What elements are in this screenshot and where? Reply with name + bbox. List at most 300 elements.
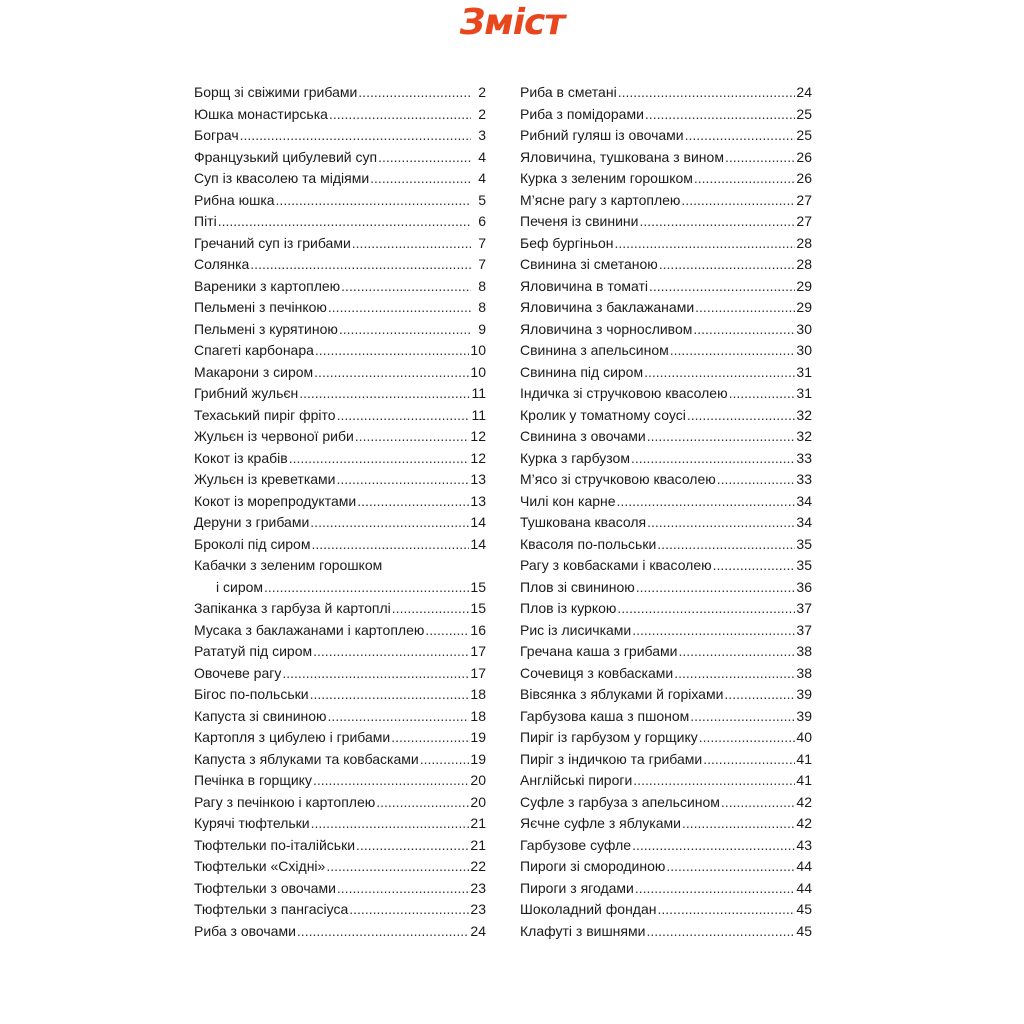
toc-entry-page: 13 bbox=[470, 471, 486, 487]
dot-leader bbox=[315, 340, 470, 362]
toc-entry bbox=[194, 813, 486, 835]
toc-entry-page: 42 bbox=[796, 793, 812, 810]
toc-entry bbox=[194, 727, 486, 749]
dot-leader bbox=[632, 835, 795, 857]
dot-leader bbox=[647, 426, 796, 448]
dot-leader bbox=[341, 276, 471, 298]
toc-entry bbox=[194, 297, 486, 319]
toc-entry bbox=[194, 405, 486, 427]
toc-entry bbox=[520, 684, 812, 706]
dot-leader bbox=[721, 792, 796, 814]
toc-entry-title: Квасоля по-польськи bbox=[520, 535, 657, 552]
toc-entry-title: Гречаний суп із грибами bbox=[194, 234, 351, 251]
toc-entry-title: Риба з овочами bbox=[194, 922, 296, 939]
toc-entry-title: Суфле з гарбуза з апельсином bbox=[520, 793, 720, 810]
toc-entry-title: Грибний жульєн bbox=[194, 385, 299, 401]
toc-entry-page: 21 bbox=[470, 815, 486, 831]
dot-leader bbox=[636, 577, 796, 599]
toc-entry-title: Риба в сметані bbox=[520, 84, 617, 100]
dot-leader bbox=[713, 555, 796, 577]
toc-entry-page: 10 bbox=[470, 363, 486, 380]
toc-entry-title: Яловичина в томаті bbox=[520, 277, 648, 294]
toc-entry-page: 31 bbox=[796, 363, 812, 380]
toc-entry bbox=[520, 749, 812, 771]
toc-entry-title: Яловичина з баклажанами bbox=[520, 299, 695, 315]
toc-entry bbox=[520, 190, 812, 212]
dot-leader bbox=[276, 190, 471, 212]
toc-entry-page: 35 bbox=[796, 557, 812, 573]
toc-right-column bbox=[520, 82, 812, 942]
toc-entry-page: 43 bbox=[796, 836, 812, 853]
toc-entry-title: Борщ зі свіжими грибами bbox=[194, 84, 358, 100]
toc-entry bbox=[194, 792, 486, 814]
dot-leader bbox=[391, 727, 469, 749]
toc-entry-title: Техаський пиріг фріто bbox=[194, 406, 336, 423]
toc-entry-page: 25 bbox=[796, 105, 812, 122]
toc-entry bbox=[520, 813, 812, 835]
toc-entry-page: 16 bbox=[470, 621, 486, 638]
toc-entry bbox=[194, 340, 486, 362]
toc-entry bbox=[520, 469, 812, 491]
dot-leader bbox=[376, 792, 469, 814]
dot-leader bbox=[687, 405, 796, 427]
toc-entry bbox=[520, 383, 812, 405]
toc-entry-page: 4 bbox=[478, 148, 486, 165]
toc-entry-page: 11 bbox=[471, 385, 486, 401]
toc-entry bbox=[194, 82, 486, 104]
toc-entry-title: Вареники з картоплею bbox=[194, 277, 341, 294]
toc-entry bbox=[194, 878, 486, 900]
toc-entry-page: 25 bbox=[796, 127, 812, 143]
dot-leader bbox=[311, 813, 470, 835]
toc-entry bbox=[194, 104, 486, 126]
toc-entry bbox=[194, 383, 486, 405]
toc-entry-title: Деруни з грибами bbox=[194, 514, 310, 530]
toc-entry-page: 12 bbox=[470, 449, 486, 466]
toc-entry-title: Тюфтельки по-італійськи bbox=[194, 836, 356, 853]
dot-leader bbox=[674, 663, 795, 685]
dot-leader bbox=[658, 899, 796, 921]
toc-entry-title: Курячі тюфтельки bbox=[194, 815, 310, 831]
toc-entry-title: Мусака з баклажанами і картоплею bbox=[194, 621, 425, 638]
dot-leader bbox=[682, 813, 795, 835]
dot-leader bbox=[314, 362, 469, 384]
toc-entry-title: Англійські пироги bbox=[520, 772, 633, 788]
dot-leader bbox=[617, 598, 795, 620]
toc-entry bbox=[194, 276, 486, 298]
toc-entry bbox=[194, 319, 486, 341]
toc-entry-title: Пельмені з курятиною bbox=[194, 320, 338, 337]
toc-entry-title: Риба з помідорами bbox=[520, 105, 644, 122]
toc-entry-page: 27 bbox=[796, 191, 812, 208]
toc-entry bbox=[520, 340, 812, 362]
dot-leader bbox=[349, 899, 469, 921]
toc-entry bbox=[194, 555, 486, 577]
dot-leader bbox=[685, 125, 796, 147]
toc-entry-page: 20 bbox=[470, 793, 486, 810]
toc-entry-page: 8 bbox=[478, 299, 486, 315]
toc-entry-page: 17 bbox=[470, 664, 486, 681]
toc-entry-title: Рататуй під сиром bbox=[194, 643, 313, 659]
toc-entry-title: Кокот із морепродуктами bbox=[194, 492, 357, 509]
dot-leader bbox=[357, 491, 469, 513]
toc-entry-title: Індичка зі стручковою квасолею bbox=[520, 385, 728, 401]
toc-entry bbox=[194, 641, 486, 663]
toc-entry-title: Пиріг із гарбузом у горщику bbox=[520, 729, 698, 745]
toc-entry-page: 18 bbox=[470, 707, 486, 724]
dot-leader bbox=[647, 512, 795, 534]
toc-entry bbox=[194, 125, 486, 147]
toc-entry-page: 5 bbox=[478, 191, 486, 208]
toc-entry-title: Плов зі свининою bbox=[520, 578, 635, 595]
toc-entry bbox=[194, 770, 486, 792]
toc-entry bbox=[194, 168, 486, 190]
toc-entry bbox=[520, 276, 812, 298]
toc-entry-page: 23 bbox=[470, 901, 486, 917]
toc-entry bbox=[520, 233, 812, 255]
dot-leader bbox=[649, 276, 795, 298]
toc-entry bbox=[194, 190, 486, 212]
toc-entry bbox=[520, 792, 812, 814]
toc-entry bbox=[520, 405, 812, 427]
toc-entry-title: М’ясо зі стручковою квасолею bbox=[520, 471, 716, 487]
toc-entry-page: 45 bbox=[796, 922, 812, 939]
toc-entry-page: 27 bbox=[796, 213, 812, 229]
toc-entry-page: 24 bbox=[470, 922, 486, 939]
toc-entry-title: і сиром bbox=[216, 578, 264, 595]
toc-entry-page: 4 bbox=[478, 170, 486, 186]
toc-entry bbox=[520, 899, 812, 921]
dot-leader bbox=[339, 319, 471, 341]
toc-entry bbox=[520, 835, 812, 857]
dot-leader bbox=[699, 727, 796, 749]
toc-entry-title: Пиріг з індичкою та грибами bbox=[520, 750, 703, 767]
toc-entry-page: 40 bbox=[796, 729, 812, 745]
dot-leader bbox=[717, 469, 796, 491]
toc-entry-title: Суп із квасолею та мідіями bbox=[194, 170, 370, 186]
toc-entry-title: Шоколадний фондан bbox=[520, 901, 657, 917]
dot-leader bbox=[218, 211, 471, 233]
toc-entry bbox=[194, 491, 486, 513]
toc-entry bbox=[194, 512, 486, 534]
toc-entry bbox=[520, 211, 812, 233]
toc-entry-page: 14 bbox=[470, 535, 486, 552]
toc-entry-title: Рис із лисичками bbox=[520, 621, 632, 638]
toc-entry-page: 28 bbox=[796, 256, 812, 272]
dot-leader bbox=[670, 340, 796, 362]
toc-entry-title: Гарбузова каша з пшоном bbox=[520, 707, 690, 724]
toc-entry bbox=[194, 577, 486, 599]
toc-entry-title: Рибний гуляш із овочами bbox=[520, 127, 684, 143]
toc-entry-page: 41 bbox=[796, 772, 812, 788]
dot-leader bbox=[703, 749, 795, 771]
dot-leader bbox=[337, 405, 471, 427]
toc-entry-title: Гарбузове суфле bbox=[520, 836, 632, 853]
dot-leader bbox=[644, 362, 795, 384]
toc-entry-page: 26 bbox=[796, 148, 812, 165]
dot-leader bbox=[635, 878, 796, 900]
toc-entry-title: Бограч bbox=[194, 127, 239, 143]
toc-entry-page: 32 bbox=[796, 428, 812, 444]
toc-entry-page: 10 bbox=[470, 342, 486, 358]
toc-entry-page: 14 bbox=[470, 514, 486, 530]
dot-leader bbox=[633, 770, 795, 792]
toc-entry-title: Капуста з яблуками та ковбасками bbox=[194, 750, 419, 767]
dot-leader bbox=[358, 82, 471, 104]
dot-leader bbox=[392, 598, 470, 620]
toc-entry-title: М’ясне рагу з картоплею bbox=[520, 191, 681, 208]
toc-entry bbox=[520, 663, 812, 685]
toc-entry-title: Запіканка з гарбуза й картоплі bbox=[194, 600, 391, 616]
page-title: Зміст bbox=[459, 2, 565, 43]
toc-entry bbox=[194, 233, 486, 255]
toc-entry-title: Капуста зі свининою bbox=[194, 707, 327, 724]
toc-entry-page: 6 bbox=[478, 213, 486, 229]
dot-leader bbox=[631, 448, 795, 470]
dot-leader bbox=[639, 211, 795, 233]
toc-entry-title: Тюфтельки з пангасіуса bbox=[194, 901, 349, 917]
toc-entry bbox=[194, 921, 486, 943]
dot-leader bbox=[724, 684, 795, 706]
dot-leader bbox=[678, 641, 795, 663]
toc-entry-title: Картопля з цибулею і грибами bbox=[194, 729, 391, 745]
dot-leader bbox=[632, 620, 795, 642]
dot-leader bbox=[250, 254, 471, 276]
dot-leader bbox=[336, 469, 469, 491]
toc-entry-title: Свинина з овочами bbox=[520, 428, 646, 444]
dot-leader bbox=[378, 147, 471, 169]
toc-entry-page: 24 bbox=[796, 84, 812, 100]
dot-leader bbox=[299, 383, 470, 405]
toc-entry-page: 22 bbox=[470, 858, 486, 874]
toc-entry-title: Печінка в горщику bbox=[194, 772, 312, 788]
toc-entry-page: 7 bbox=[478, 256, 486, 272]
toc-entry-title: Беф бургіньон bbox=[520, 234, 614, 251]
dot-leader bbox=[337, 878, 470, 900]
toc-entry-title: Тушкована квасоля bbox=[520, 514, 647, 530]
toc-entry-title: Гречана каша з грибами bbox=[520, 643, 678, 659]
toc-entry-title: Печеня із свинини bbox=[520, 213, 639, 229]
toc-entry-title: Курка з зеленим горошком bbox=[520, 170, 693, 186]
toc-entry-page: 37 bbox=[796, 621, 812, 638]
toc-entry-page: 35 bbox=[796, 535, 812, 552]
toc-entry bbox=[520, 598, 812, 620]
toc-entry bbox=[520, 448, 812, 470]
toc-entry-page: 19 bbox=[470, 750, 486, 767]
toc-entry bbox=[520, 319, 812, 341]
toc-entry-page: 31 bbox=[796, 385, 812, 401]
toc-entry-title: Тюфтельки «Східні» bbox=[194, 858, 326, 874]
toc-entry bbox=[194, 254, 486, 276]
toc-entry-page: 7 bbox=[478, 234, 486, 251]
dot-leader bbox=[328, 706, 470, 728]
toc-entry-title: Свинина з апельсином bbox=[520, 342, 669, 358]
dot-leader bbox=[370, 168, 471, 190]
dot-leader bbox=[659, 254, 796, 276]
toc-entry-title: Солянка bbox=[194, 256, 250, 272]
toc-entry-title: Клафуті з вишнями bbox=[520, 922, 646, 939]
toc-entry bbox=[520, 921, 812, 943]
toc-entry bbox=[520, 104, 812, 126]
toc-entry-title: Кокот із крабів bbox=[194, 449, 288, 466]
toc-entry bbox=[520, 125, 812, 147]
toc-entry bbox=[520, 555, 812, 577]
toc-entry-page: 2 bbox=[478, 84, 486, 100]
toc-entry-page: 34 bbox=[796, 492, 812, 509]
toc-entry-title: Яловичина з чорносливом bbox=[520, 320, 693, 337]
toc-entry bbox=[194, 856, 486, 878]
toc-entry-title: Овочеве рагу bbox=[194, 664, 282, 681]
toc-entry-title: Свинина під сиром bbox=[520, 363, 644, 380]
toc-entry-title: Яєчне суфле з яблуками bbox=[520, 815, 681, 831]
toc-entry-page: 19 bbox=[470, 729, 486, 745]
dot-leader bbox=[666, 856, 795, 878]
toc-entry-title: Кабачки з зеленим горошком bbox=[194, 557, 383, 573]
toc-entry-title: Свинина зі сметаною bbox=[520, 256, 658, 272]
dot-leader bbox=[310, 684, 470, 706]
toc-entry-page: 38 bbox=[796, 643, 812, 659]
toc-entry bbox=[520, 534, 812, 556]
toc-entry bbox=[520, 168, 812, 190]
toc-entry bbox=[194, 426, 486, 448]
toc-entry bbox=[194, 362, 486, 384]
toc-entry bbox=[194, 534, 486, 556]
dot-leader bbox=[420, 749, 470, 771]
toc-entry bbox=[520, 770, 812, 792]
toc-entry-title: Чилі кон карне bbox=[520, 492, 616, 509]
toc-entry-page: 21 bbox=[470, 836, 486, 853]
toc-entry-title: Рагу з печінкою і картоплею bbox=[194, 793, 376, 810]
toc-entry-page: 39 bbox=[796, 686, 812, 702]
dot-leader bbox=[646, 921, 795, 943]
toc-entry-page: 26 bbox=[796, 170, 812, 186]
toc-entry bbox=[520, 706, 812, 728]
dot-leader bbox=[657, 534, 795, 556]
toc-entry-title: Піті bbox=[194, 213, 217, 229]
dot-leader bbox=[310, 512, 469, 534]
toc-entry bbox=[520, 426, 812, 448]
toc-entry-page: 2 bbox=[478, 105, 486, 122]
toc-entry bbox=[520, 254, 812, 276]
toc-entry-page: 41 bbox=[796, 750, 812, 767]
toc-entry-page: 9 bbox=[478, 320, 486, 337]
toc-entry-title: Яловичина, тушкована з вином bbox=[520, 148, 724, 165]
dot-leader bbox=[328, 297, 471, 319]
toc-entry-title: Жульєн із креветками bbox=[194, 471, 336, 487]
toc-entry bbox=[520, 82, 812, 104]
toc-entry-page: 38 bbox=[796, 664, 812, 681]
toc-entry-page: 36 bbox=[796, 578, 812, 595]
dot-leader bbox=[313, 641, 469, 663]
toc-entry bbox=[194, 448, 486, 470]
toc-entry-page: 29 bbox=[796, 277, 812, 294]
toc-entry-title: Пироги з ягодами bbox=[520, 879, 634, 896]
toc-entry-page: 39 bbox=[796, 707, 812, 724]
dot-leader bbox=[355, 426, 470, 448]
toc-entry-page: 18 bbox=[470, 686, 486, 702]
toc-entry-page: 33 bbox=[796, 449, 812, 466]
toc-entry-page: 37 bbox=[796, 600, 812, 616]
toc-entry-page: 30 bbox=[796, 320, 812, 337]
toc-entry-page: 42 bbox=[796, 815, 812, 831]
dot-leader bbox=[240, 125, 471, 147]
toc-entry bbox=[520, 577, 812, 599]
toc-entry-page: 13 bbox=[470, 492, 486, 509]
toc-entry-title: Жульєн із червоної риби bbox=[194, 428, 354, 444]
dot-leader bbox=[356, 835, 469, 857]
dot-leader bbox=[289, 448, 470, 470]
toc-entry-title: Броколі під сиром bbox=[194, 535, 311, 552]
toc-entry-title: Спагеті карбонара bbox=[194, 342, 314, 358]
dot-leader bbox=[694, 168, 796, 190]
toc-entry-page: 23 bbox=[470, 879, 486, 896]
toc-entry bbox=[194, 469, 486, 491]
toc-entry-page: 11 bbox=[471, 406, 486, 423]
toc-entry-page: 12 bbox=[470, 428, 486, 444]
dot-leader bbox=[617, 491, 796, 513]
toc-entry-title: Сочевиця з ковбасками bbox=[520, 664, 674, 681]
dot-leader bbox=[645, 104, 796, 126]
toc-entry bbox=[520, 856, 812, 878]
toc-entry bbox=[520, 878, 812, 900]
dot-leader bbox=[618, 82, 796, 104]
dot-leader bbox=[297, 921, 470, 943]
toc-entry-title: Пельмені з печінкою bbox=[194, 299, 327, 315]
toc-entry-title: Макарони з сиром bbox=[194, 363, 314, 380]
toc-entry-page: 15 bbox=[470, 600, 486, 616]
toc-entry-page: 44 bbox=[796, 858, 812, 874]
toc-entry bbox=[194, 663, 486, 685]
dot-leader bbox=[695, 297, 795, 319]
toc-entry-page: 29 bbox=[796, 299, 812, 315]
toc-entry bbox=[194, 749, 486, 771]
dot-leader bbox=[326, 856, 469, 878]
dot-leader bbox=[729, 383, 796, 405]
toc-entry bbox=[520, 512, 812, 534]
toc-entry-title: Юшка монастирська bbox=[194, 105, 328, 122]
toc-entry-title: Бігос по-польськи bbox=[194, 686, 309, 702]
toc-entry bbox=[194, 706, 486, 728]
toc-entry-title: Рагу з ковбасками і квасолею bbox=[520, 557, 712, 573]
toc-entry bbox=[194, 598, 486, 620]
toc-entry-page: 34 bbox=[796, 514, 812, 530]
toc-entry bbox=[194, 899, 486, 921]
toc-entry bbox=[194, 835, 486, 857]
dot-leader bbox=[329, 104, 471, 126]
dot-leader bbox=[681, 190, 795, 212]
dot-leader bbox=[425, 620, 469, 642]
toc-entry-page: 45 bbox=[796, 901, 812, 917]
dot-leader bbox=[264, 577, 469, 599]
toc-entry bbox=[520, 491, 812, 513]
toc-entry bbox=[520, 641, 812, 663]
toc-entry-title: Вівсянка з яблуками й горіхами bbox=[520, 686, 724, 702]
toc-entry bbox=[520, 620, 812, 642]
toc-entry-page: 44 bbox=[796, 879, 812, 896]
dot-leader bbox=[352, 233, 471, 255]
toc-entry bbox=[194, 684, 486, 706]
dot-leader bbox=[614, 233, 795, 255]
toc-entry bbox=[194, 211, 486, 233]
toc-entry-page: 8 bbox=[478, 277, 486, 294]
toc-entry-title: Курка з гарбузом bbox=[520, 449, 630, 466]
toc-entry bbox=[194, 147, 486, 169]
toc-entry-title: Тюфтельки з овочами bbox=[194, 879, 336, 896]
dot-leader bbox=[690, 706, 795, 728]
toc-entry-title: Пироги зі смородиною bbox=[520, 858, 666, 874]
toc-entry-page: 3 bbox=[478, 127, 486, 143]
toc-entry-page: 32 bbox=[796, 406, 812, 423]
